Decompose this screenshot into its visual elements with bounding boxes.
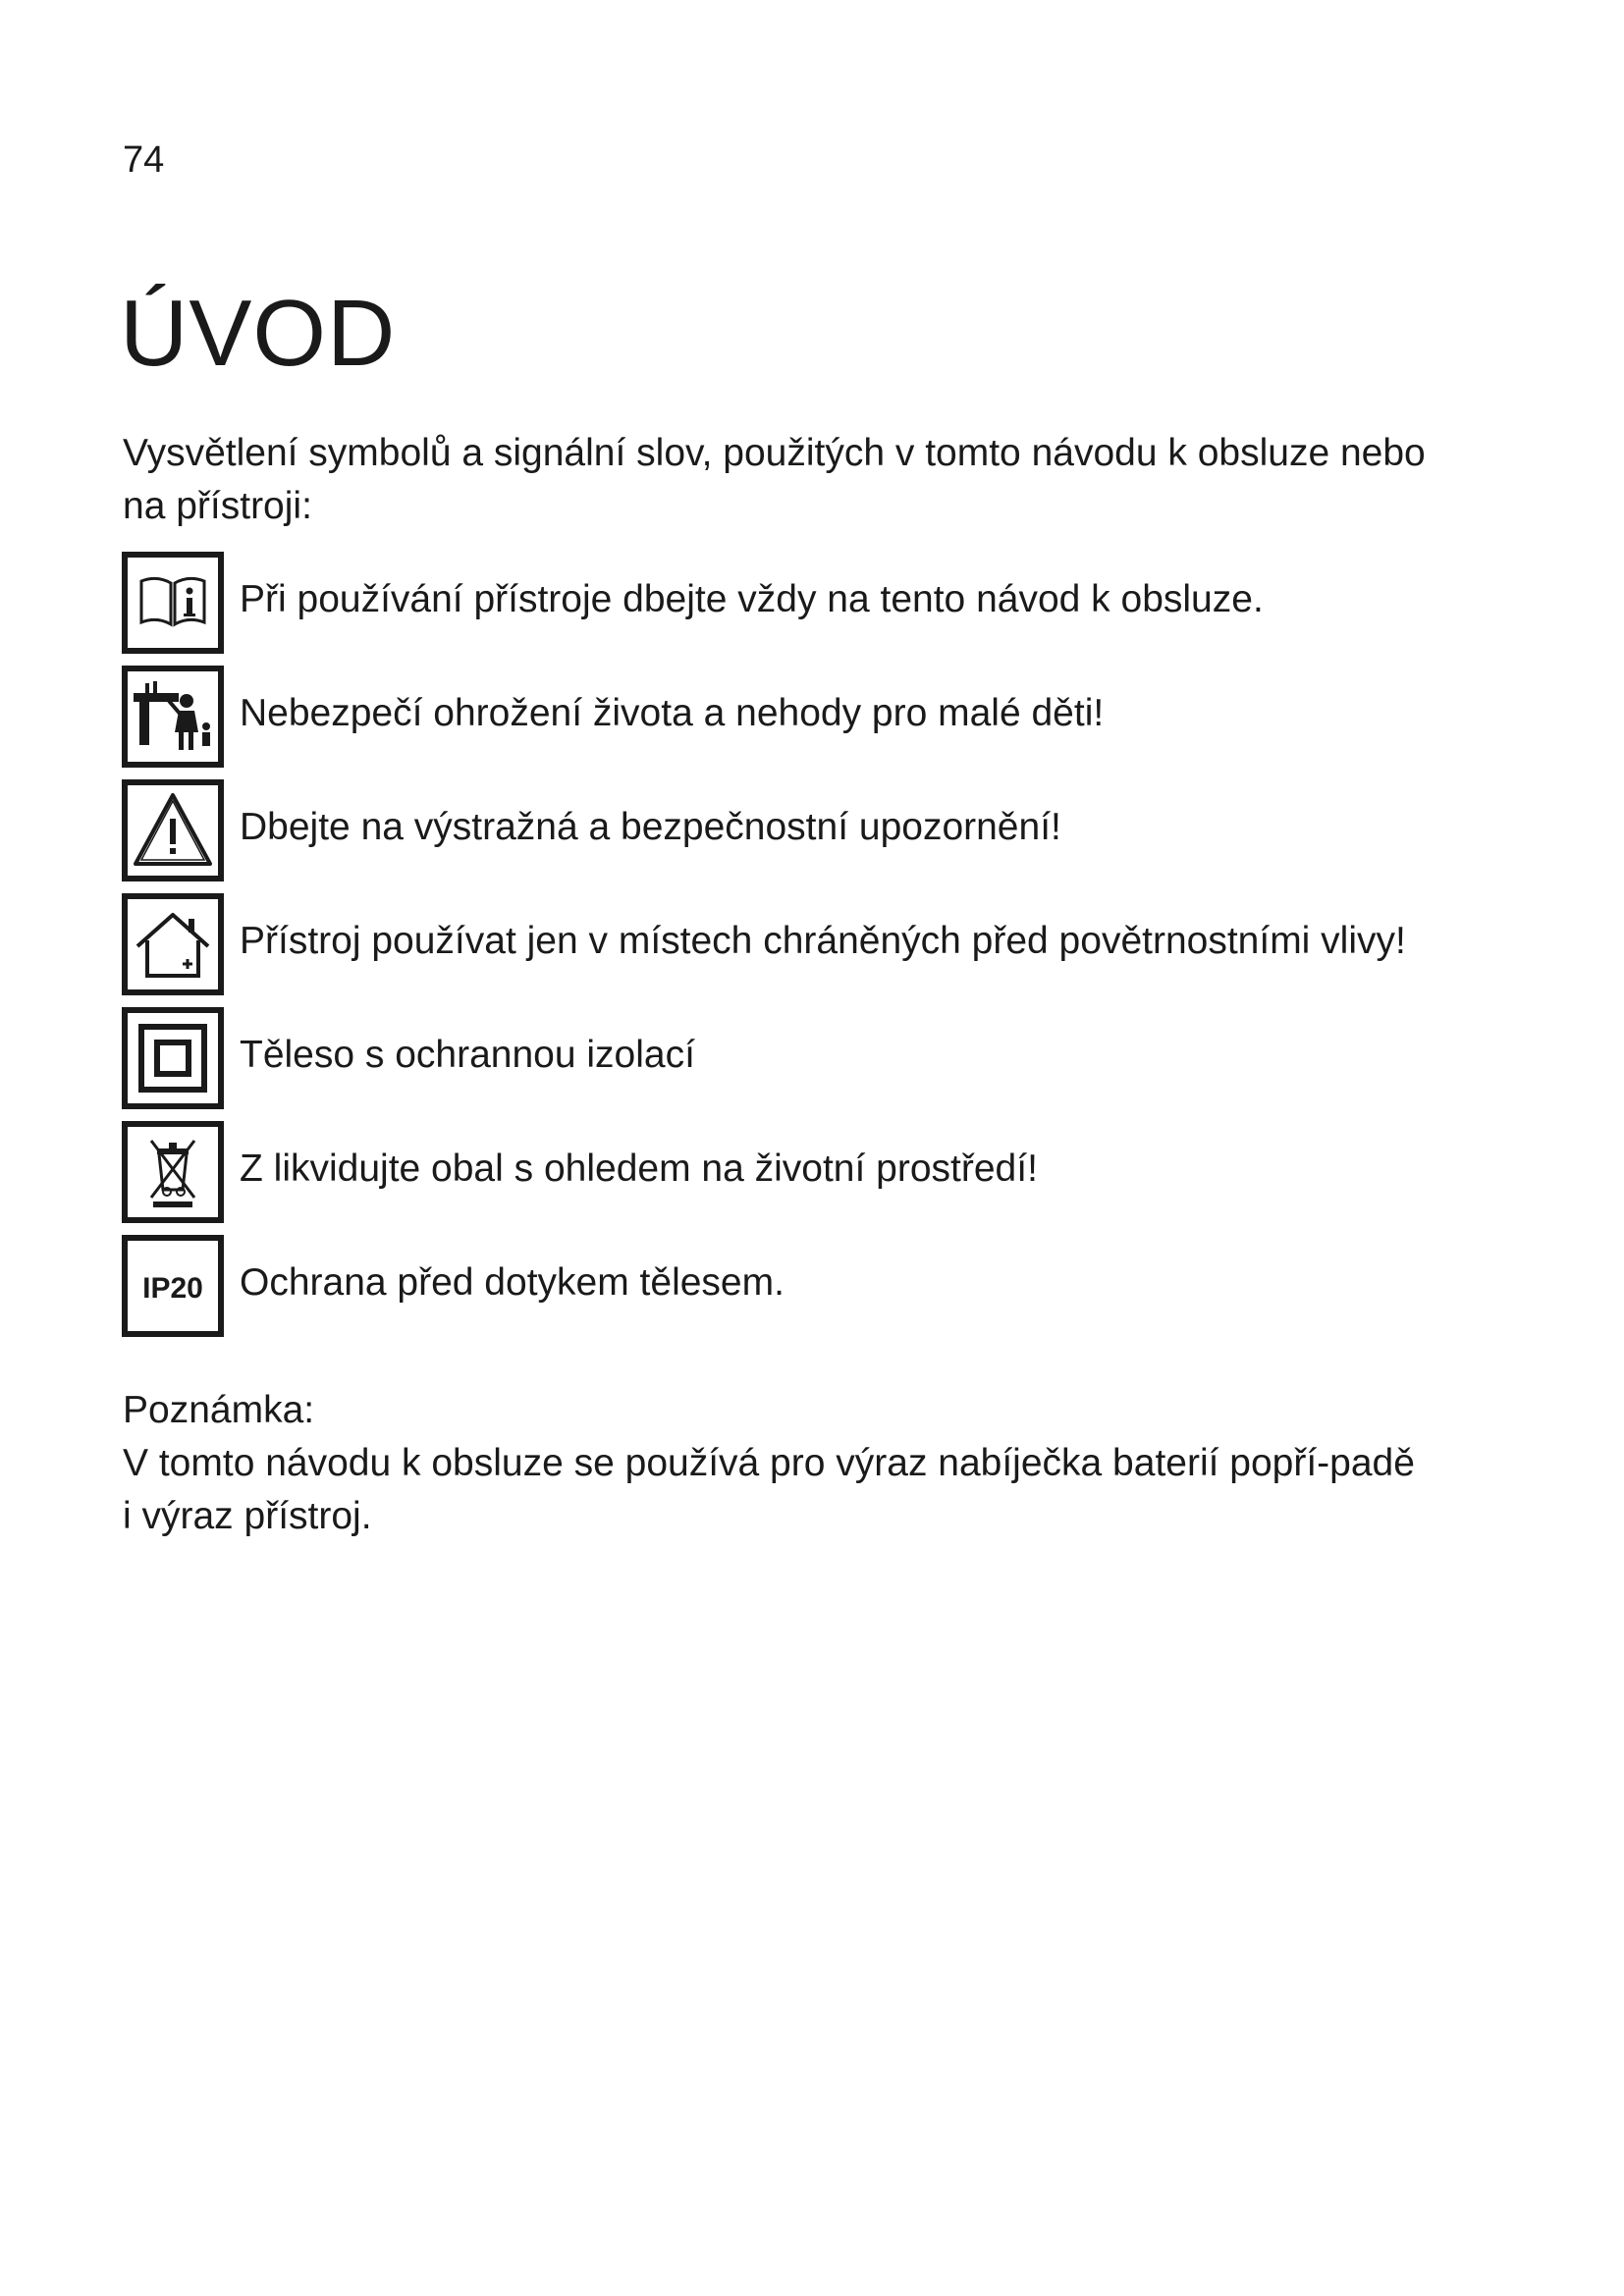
symbol-text: Ochrana před dotykem tělesem.: [240, 1261, 785, 1304]
child-danger-icon: [122, 666, 224, 768]
crossed-bin-icon: [122, 1121, 224, 1223]
indoor-use-icon: [122, 893, 224, 995]
note-label: Poznámka:: [123, 1389, 315, 1431]
page-number: 74: [123, 139, 165, 181]
double-insulation-icon: [122, 1007, 224, 1109]
symbol-text: Těleso s ochrannou izolací: [240, 1034, 695, 1076]
symbol-text: Dbejte na výstražná a bezpečnostní upozornění!: [240, 806, 1061, 848]
symbol-text: Přístroj používat jen v místech chráněných před povětrnostními vlivy!: [240, 920, 1406, 962]
svg-text:IP20: IP20: [142, 1272, 203, 1305]
symbol-text: Nebezpečí ohrožení života a nehody pro malé děti!: [240, 692, 1105, 734]
ip20-icon: [122, 1235, 224, 1337]
note-text: V tomto návodu k obsluze se používá pro výraz nabíječka baterií popří-padě i výraz přístroj.: [123, 1442, 1415, 1537]
warning-triangle-icon: [122, 779, 224, 881]
symbol-text: Při používání přístroje dbejte vždy na tento návod k obsluze.: [240, 578, 1264, 620]
manual-info-icon: [122, 552, 224, 654]
page-title: ÚVOD: [120, 281, 397, 386]
intro-paragraph: Vysvětlení symbolů a signální slov, použitých v tomto návodu k obsluze nebo na přístroji:: [123, 432, 1426, 527]
symbol-text: Z likvidujte obal s ohledem na životní prostředí!: [240, 1148, 1038, 1190]
